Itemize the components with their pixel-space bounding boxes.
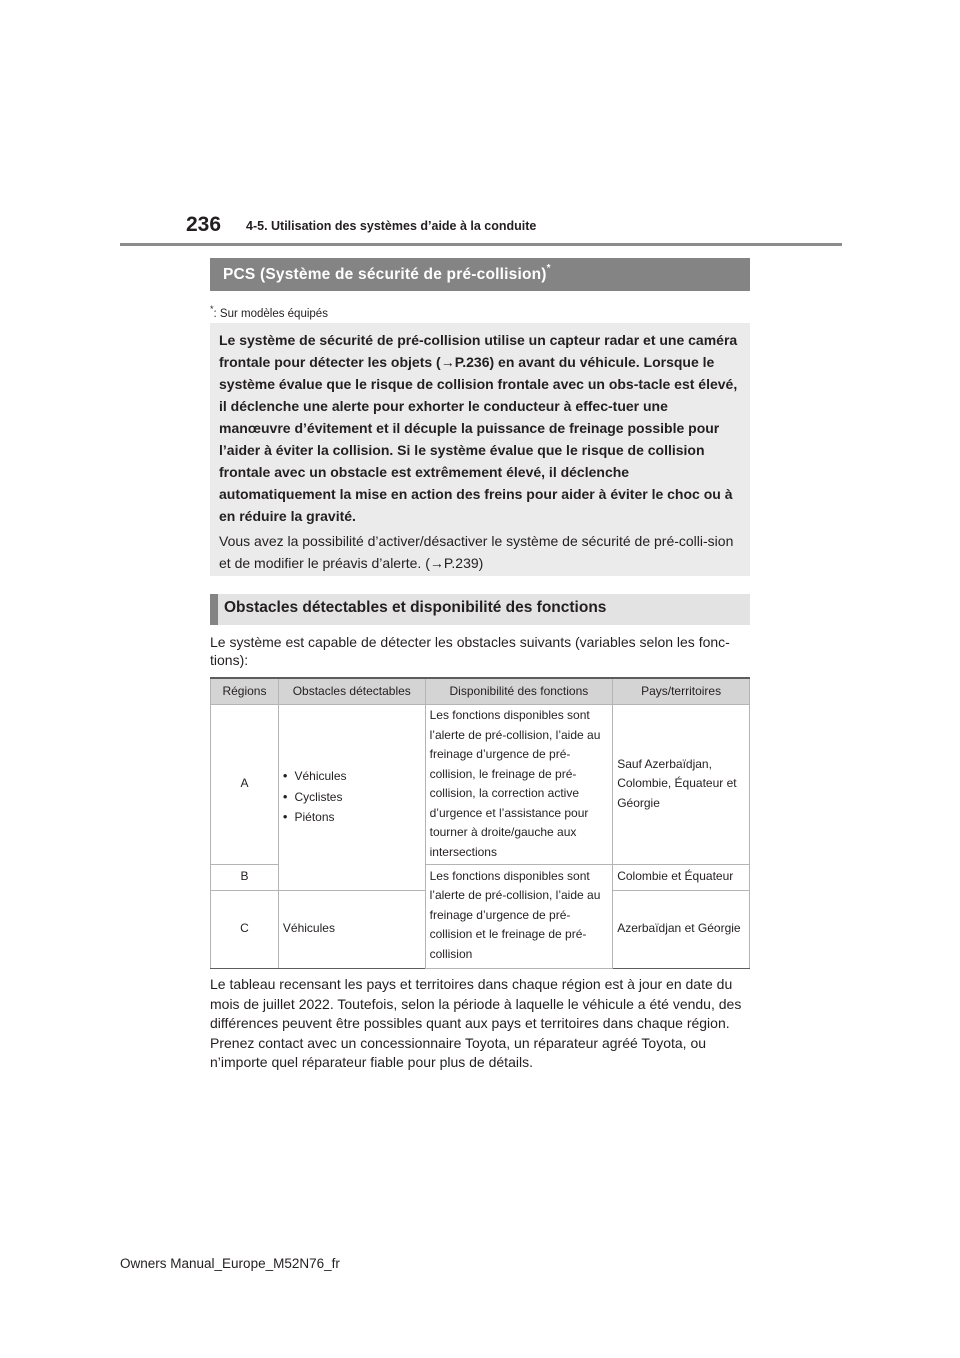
- footer-text: Owners Manual_Europe_M52N76_fr: [120, 1256, 340, 1271]
- list-item: • Piétons: [283, 807, 421, 828]
- pcs-intro-normal: Vous avez la possibilité d’activer/désactiver le système de sécurité de pré-colli-sion et de modifier le préavis d’alerte. (→P.239): [219, 533, 734, 571]
- obstacles-heading: Obstacles détectables et disponibilité des fonctions: [210, 594, 750, 625]
- countries-cell: Colombie et Équateur: [613, 864, 750, 890]
- pcs-heading-marker: *: [546, 263, 551, 274]
- footnote-marker: *: [210, 304, 214, 314]
- section-title: 4-5. Utilisation des systèmes d’aide à la conduite: [246, 219, 537, 233]
- region-cell: A: [211, 704, 279, 864]
- page-number: 236: [186, 213, 222, 236]
- pcs-intro-bold: Le système de sécurité de pré-collision utilise un capteur radar et une caméra frontale pour détecter les objets (→P.236) en avant du véhicule. Lorsque le système évalue que le risque de collision frontale avec un obs-tacle est élevé, il déclenche une alerte pour exhorter le conducteur à effec-tuer une manœuvre d’évitement et il décuple la puissance de freinage possible pour l’aider à éviter la collision. Si le système évalue que le risque de collision frontale avec un obstacle est extrêmement élevé, il déclenche automatiquement la mise en action des freins pour aider à éviter le choc ou à en réduire la gravité.: [219, 332, 738, 524]
- closing-paragraph: Le tableau recensant les pays et territoires dans chaque région est à jour en date du mois de juillet 2022. Toutefois, selon la période à laquelle le véhicule a été vendu, des différences peuvent être possibles quant aux pays et territoires dans chaque région. Prenez contact avec un concessionnaire Toyota, un réparateur agréé Toyota, ou n’importe quel réparateur fiable pour plus de détails.: [210, 976, 742, 1070]
- countries-cell: Sauf Azerbaïdjan, Colombie, Équateur et Géorgie: [613, 704, 750, 864]
- footnote: [210, 304, 328, 320]
- region-cell: C: [211, 890, 279, 968]
- header-regions: Régions: [211, 678, 279, 704]
- functions-cell: Les fonctions disponibles sont l’alerte de pré-collision, l’aide au freinage d’urgence de pré-collision, le freinage de pré-collision, la correction active d’urgence et l’assistance pour tourner à droite/gauche aux intersections: [425, 704, 613, 864]
- table-row: [211, 704, 750, 864]
- obstacles-cell: [278, 704, 425, 890]
- obstacles-cell: Véhicules: [278, 890, 425, 968]
- header-divider: [120, 243, 842, 246]
- pcs-intro-box: [210, 323, 750, 576]
- header-obstacles: Obstacles détectables: [278, 678, 425, 704]
- functions-cell: Les fonctions disponibles sont l’alerte de pré-collision, l’aide au freinage d’urgence de pré-collision et le freinage de pré-collision: [425, 864, 613, 968]
- table-intro: Le système est capable de détecter les obstacles suivants (variables selon les fonc-tions):: [210, 634, 730, 668]
- pcs-heading: [210, 258, 750, 291]
- region-cell: B: [211, 864, 279, 890]
- header-functions: Disponibilité des fonctions: [425, 678, 613, 704]
- header-countries: Pays/territoires: [613, 678, 750, 704]
- list-item: • Véhicules: [283, 766, 421, 787]
- footnote-text: : Sur modèles équipés: [213, 307, 328, 320]
- table-header-row: [211, 678, 750, 704]
- countries-cell: Azerbaïdjan et Géorgie: [613, 890, 750, 968]
- obstacles-table: [210, 677, 750, 969]
- obstacles-list: [283, 766, 421, 828]
- list-item: • Cyclistes: [283, 787, 421, 808]
- pcs-heading-text: PCS (Système de sécurité de pré-collision): [223, 266, 547, 283]
